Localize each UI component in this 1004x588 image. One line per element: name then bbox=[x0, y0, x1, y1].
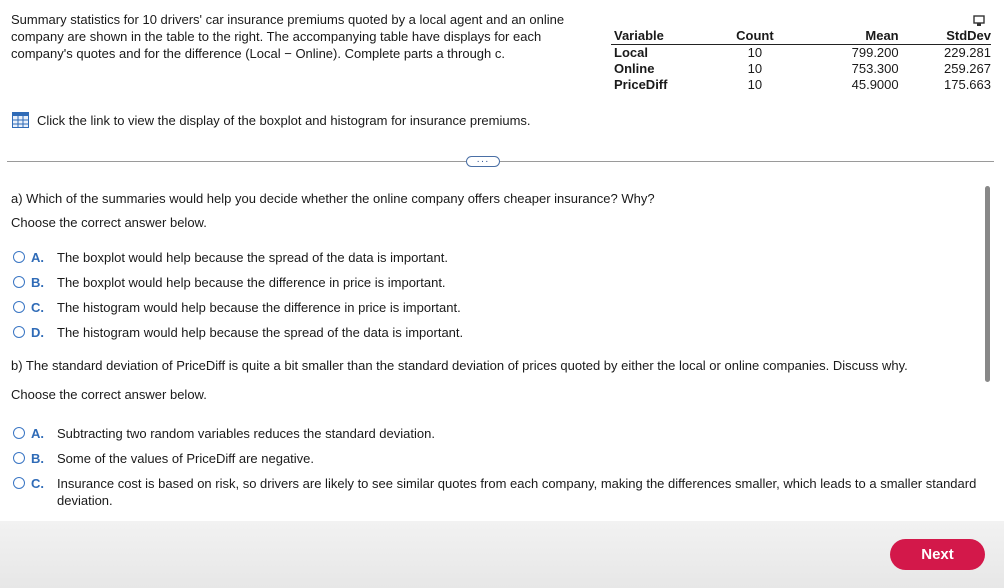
option-letter: C. bbox=[31, 476, 44, 491]
problem-intro: Summary statistics for 10 drivers' car insurance premiums quoted by a local agent and an online company are shown in the table to the right. The accompanying table have displays for each company's quotes and for the difference (Local − Online). Complete parts a through c. bbox=[11, 12, 565, 61]
link-text: Click the link to view the display of the boxplot and histogram for insurance premiums. bbox=[37, 112, 531, 128]
table-row bbox=[611, 45, 991, 62]
option-text: The boxplot would help because the difference in price is important. bbox=[57, 275, 446, 290]
table-row bbox=[611, 77, 991, 93]
radio-button[interactable] bbox=[13, 427, 25, 439]
cell-variable: Online bbox=[614, 61, 655, 76]
part-b-instruction: Choose the correct answer below. bbox=[11, 387, 207, 402]
option-text: Insurance cost is based on risk, so drivers are likely to see similar quotes from each company, making the differences smaller, which leads to a smaller standard deviation. bbox=[57, 476, 977, 508]
radio-button[interactable] bbox=[13, 276, 25, 288]
option-letter: A. bbox=[31, 426, 44, 441]
header-stddev: StdDev bbox=[904, 28, 991, 45]
footer-bar bbox=[0, 521, 1004, 588]
part-a-question: a) Which of the summaries would help you decide whether the online company offers cheaper insurance? Why? bbox=[11, 191, 655, 206]
option-letter: A. bbox=[31, 250, 44, 265]
header-variable: Variable bbox=[611, 28, 725, 45]
summary-stats-table bbox=[611, 28, 991, 93]
section-divider bbox=[7, 161, 994, 162]
cell-mean: 799.200 bbox=[851, 45, 899, 60]
cell-variable: Local bbox=[614, 45, 648, 60]
option-letter: B. bbox=[31, 451, 44, 466]
part-a-option-a[interactable] bbox=[13, 249, 977, 266]
table-header-row bbox=[611, 28, 991, 45]
option-text: The boxplot would help because the spread of the data is important. bbox=[57, 250, 448, 265]
radio-button[interactable] bbox=[13, 251, 25, 263]
next-button[interactable]: Next bbox=[890, 539, 985, 570]
cell-mean: 753.300 bbox=[851, 61, 899, 76]
part-b-option-c[interactable] bbox=[13, 475, 977, 509]
part-b-question: b) The standard deviation of PriceDiff is quite a bit smaller than the standard deviation of prices quoted by either the local or online companies. Discuss why. bbox=[11, 358, 908, 373]
part-b-option-b[interactable] bbox=[13, 450, 977, 467]
part-a-instruction: Choose the correct answer below. bbox=[11, 215, 207, 230]
option-letter: B. bbox=[31, 275, 44, 290]
cell-count: 10 bbox=[747, 45, 763, 60]
radio-button[interactable] bbox=[13, 326, 25, 338]
boxplot-histogram-link[interactable] bbox=[12, 112, 531, 128]
cell-count: 10 bbox=[747, 61, 763, 76]
cell-count: 10 bbox=[747, 77, 763, 92]
cell-variable: PriceDiff bbox=[614, 77, 668, 92]
part-a-option-b[interactable] bbox=[13, 274, 977, 291]
radio-button[interactable] bbox=[13, 477, 25, 489]
option-text: Subtracting two random variables reduces the standard deviation. bbox=[57, 426, 435, 441]
radio-button[interactable] bbox=[13, 452, 25, 464]
cell-stddev: 175.663 bbox=[944, 77, 991, 92]
radio-button[interactable] bbox=[13, 301, 25, 313]
option-text: Some of the values of PriceDiff are negative. bbox=[57, 451, 315, 466]
part-a-option-d[interactable] bbox=[13, 324, 977, 341]
option-text: The histogram would help because the spread of the data is important. bbox=[57, 325, 464, 340]
cell-mean: 45.9000 bbox=[851, 77, 899, 92]
option-letter: D. bbox=[31, 325, 44, 340]
cell-stddev: 259.267 bbox=[944, 61, 991, 76]
option-letter: C. bbox=[31, 300, 44, 315]
cell-stddev: 229.281 bbox=[944, 45, 991, 60]
table-row bbox=[611, 61, 991, 77]
part-a-option-c[interactable] bbox=[13, 299, 977, 316]
part-b-option-a[interactable] bbox=[13, 425, 977, 442]
expand-more-button[interactable]: ··· bbox=[466, 156, 500, 167]
copy-icon[interactable] bbox=[972, 14, 986, 28]
header-count: Count bbox=[725, 28, 785, 45]
option-text: The histogram would help because the difference in price is important. bbox=[57, 300, 461, 315]
vertical-scrollbar[interactable] bbox=[985, 186, 990, 382]
header-mean: Mean bbox=[785, 28, 904, 45]
table-grid-icon bbox=[12, 112, 29, 128]
